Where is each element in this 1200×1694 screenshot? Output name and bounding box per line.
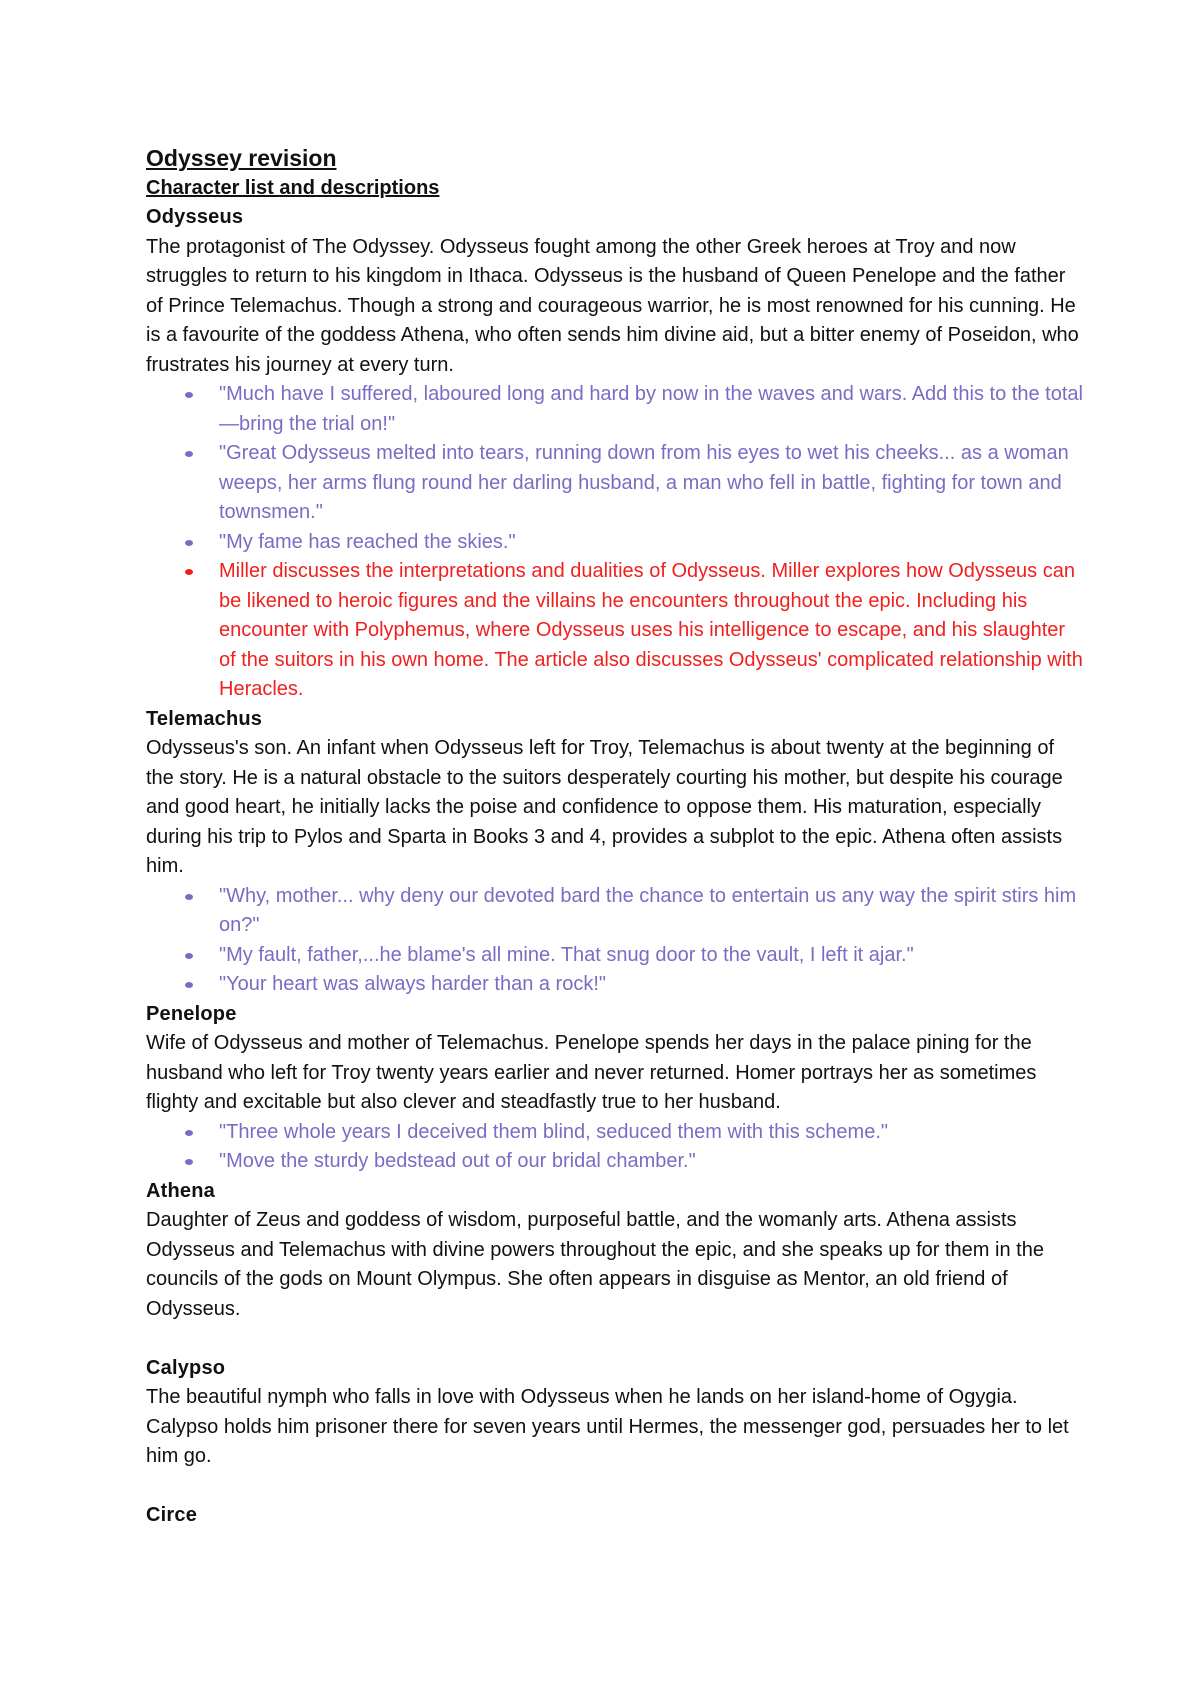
quote-item <box>219 380 1086 439</box>
bullet-icon <box>185 1159 193 1165</box>
character-name: Circe <box>146 1504 198 1526</box>
bullet-icon <box>185 982 193 988</box>
bullet-icon <box>185 451 193 457</box>
character-athena <box>146 1177 1086 1325</box>
quote-item <box>219 439 1086 528</box>
quote-item <box>219 882 1086 941</box>
character-name: Odysseus <box>146 206 244 228</box>
quote-item <box>219 1147 1086 1177</box>
quote-item <box>219 970 1086 1000</box>
spacer <box>146 1472 1086 1502</box>
character-odysseus <box>146 203 1086 705</box>
quote-item <box>219 1118 1086 1148</box>
quote-text: "Move the sturdy bedstead out of our bridal chamber." <box>219 1150 696 1172</box>
critical-note-item <box>219 557 1086 705</box>
quote-list <box>146 1118 1086 1177</box>
quote-item <box>219 528 1086 558</box>
character-description: The protagonist of The Odyssey. Odysseus fought among the other Greek heroes at Troy and now struggles to return to his kingdom in Ithaca. Odysseus is the husband of Queen Penelope and the father of Prince Telemachus. Though a strong and courageous warrior, he is most renowned for his cunning. He is a favourite of the goddess Athena, who often sends him divine aid, but a bitter enemy of Poseidon, who frustrates his journey at every turn. <box>146 235 1079 376</box>
quote-text: "Why, mother... why deny our devoted bard the chance to entertain us any way the spirit stirs him on?" <box>219 884 1077 936</box>
character-description: Odysseus's son. An infant when Odysseus left for Troy, Telemachus is about twenty at the beginning of the story. He is a natural obstacle to the suitors desperately courting his mother, but despite his courage and good heart, he initially lacks the poise and confidence to oppose them. His maturation, especially during his trip to Pylos and Sparta in Books 3 and 4, provides a subplot to the epic. Athena often assists him. <box>146 737 1063 877</box>
document-title: Odyssey revision <box>146 145 337 171</box>
quote-text: "Much have I suffered, laboured long and hard by now in the waves and wars. Add this to the total—bring the trial on!" <box>219 383 1083 435</box>
character-name: Penelope <box>146 1002 237 1025</box>
quote-text: "My fame has reached the skies." <box>219 530 516 553</box>
bullet-icon <box>185 1130 193 1136</box>
character-description: Daughter of Zeus and goddess of wisdom, purposeful battle, and the womanly arts. Athena assists Odysseus and Telemachus with divine powers throughout the epic, and she speaks up for them in the councils of the gods on Mount Olympus. She often appears in disguise as Mentor, an old friend of Odysseus. <box>146 1209 1044 1320</box>
document-page <box>146 143 1086 1531</box>
character-calypso <box>146 1354 1086 1472</box>
character-name: Telemachus <box>146 707 263 730</box>
quote-text: "Your heart was always harder than a rock!" <box>219 973 606 995</box>
quote-text: "Three whole years I deceived them blind, seduced them with this scheme." <box>219 1120 888 1143</box>
quote-text: "My fault, father,...he blame's all mine. That snug door to the vault, I left it ajar." <box>219 943 914 966</box>
spacer <box>146 1324 1086 1354</box>
bullet-icon <box>185 569 193 575</box>
character-circe <box>146 1501 1086 1531</box>
bullet-icon <box>185 540 193 546</box>
quote-text: "Great Odysseus melted into tears, running down from his eyes to wet his cheeks... as a woman weeps, her arms flung round her darling husband, a man who fell in battle, fighting for town and townsmen." <box>219 442 1069 523</box>
character-telemachus <box>146 705 1086 1000</box>
character-penelope <box>146 1000 1086 1177</box>
critical-note-text: Miller discusses the interpretations and dualities of Odysseus. Miller explores how Odysseus can be likened to heroic figures and the villains he encounters throughout the epic. Including his encounter with Polyphemus, where Odysseus uses his intelligence to escape, and his slaughter of the suitors in his own home. The article also discusses Odysseus' complicated relationship with Heracles. <box>219 560 1083 700</box>
quote-list <box>146 882 1086 1000</box>
bullet-icon <box>185 953 193 959</box>
character-name: Calypso <box>146 1356 226 1379</box>
bullet-icon <box>185 894 193 900</box>
character-name: Athena <box>146 1179 215 1202</box>
character-description: Wife of Odysseus and mother of Telemachus. Penelope spends her days in the palace pining for the husband who left for Troy twenty years earlier and never returned. Homer portrays her as sometimes flighty and excitable but also clever and steadfastly true to her husband. <box>146 1032 1037 1113</box>
quote-item <box>219 941 1086 971</box>
section-heading: Character list and descriptions <box>146 177 440 199</box>
quote-list <box>146 380 1086 705</box>
character-description: The beautiful nymph who falls in love with Odysseus when he lands on her island-home of Ogygia. Calypso holds him prisoner there for seven years until Hermes, the messenger god, persuades her to let him go. <box>146 1386 1069 1467</box>
bullet-icon <box>185 392 193 398</box>
